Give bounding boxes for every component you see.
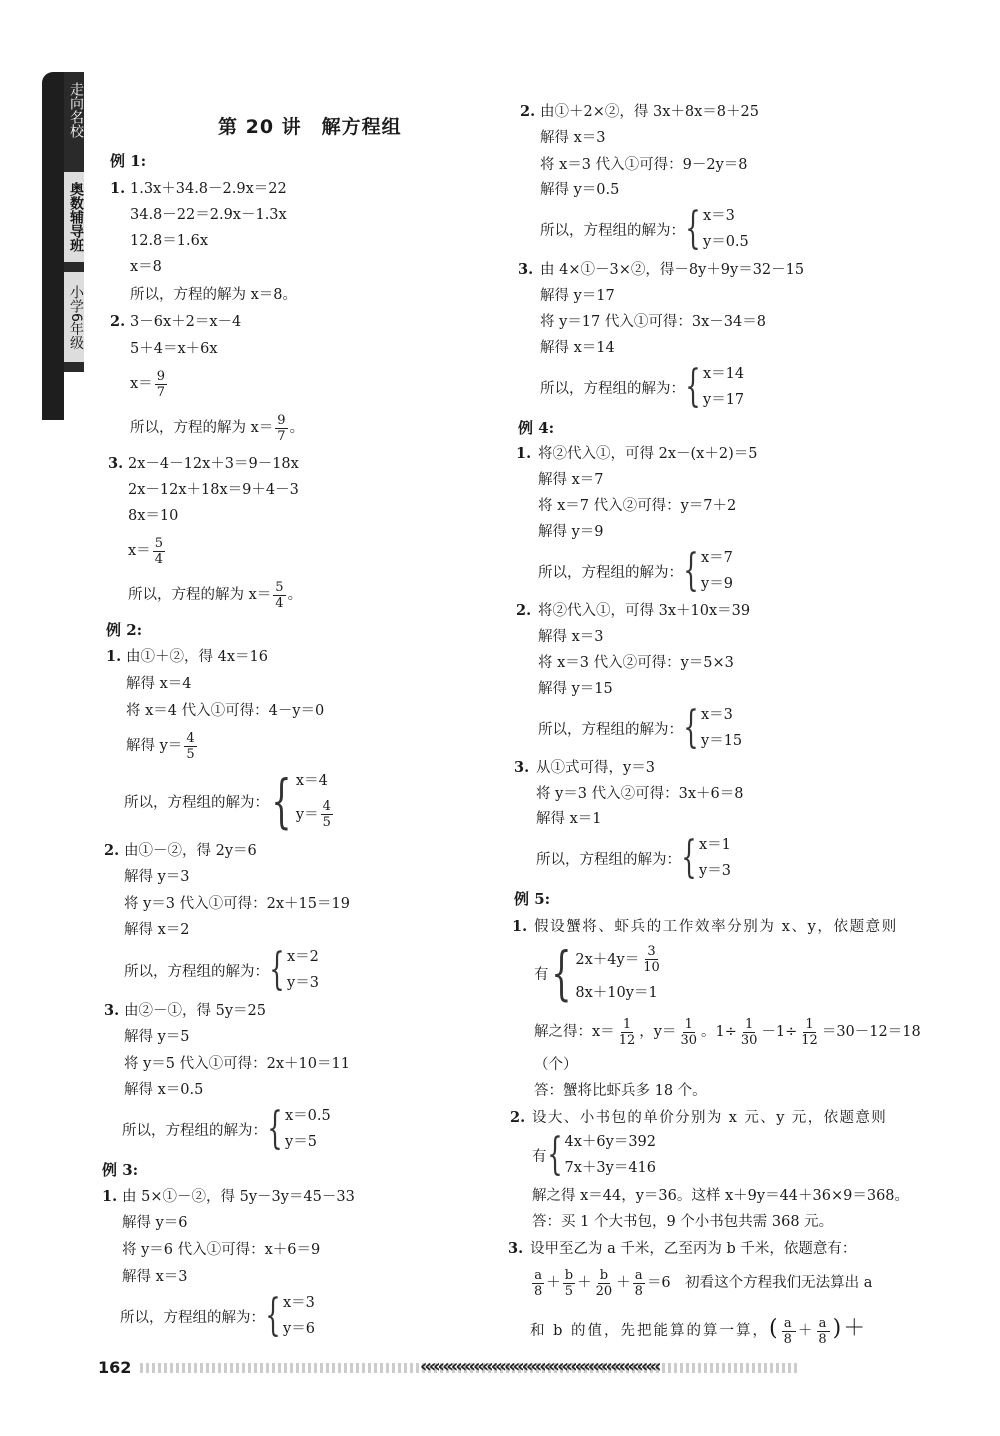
brace: { — [265, 1290, 281, 1341]
numerator: 1 — [622, 1016, 632, 1032]
text: 和 b 的值，先把能算的算一算， — [530, 1323, 769, 1339]
answer-text: 所以，方程组的解为： — [540, 222, 685, 239]
system-rows — [565, 1133, 657, 1177]
series-sidebar — [42, 72, 84, 420]
equation-line: 解得 x＝3 — [538, 629, 604, 645]
equation-line: 解得 y＝3 — [124, 869, 190, 885]
system-row: y＝0.5 — [703, 234, 749, 250]
fraction — [155, 369, 167, 400]
fraction — [594, 1268, 615, 1299]
equation-line: 12.8＝1.6x — [130, 233, 209, 249]
fraction-equation — [128, 535, 167, 567]
equation-line: 34.8－22＝2.9x－1.3x — [130, 207, 287, 223]
system-row: 4x＋6y＝392 — [564, 1134, 656, 1150]
fraction — [816, 1316, 830, 1347]
denominator: 30 — [680, 1032, 697, 1048]
text: ＝6 初看这个方程我们无法算出 a — [646, 1275, 873, 1291]
item-number: 3. — [108, 455, 124, 472]
brace: { — [269, 944, 285, 995]
brace: { — [271, 767, 292, 835]
system-row: x＝3 — [283, 1295, 315, 1311]
equation-line: 解得 y＝9 — [538, 524, 604, 540]
equation-line: 解得 x＝0.5 — [124, 1082, 204, 1098]
system-row: x＝3 — [703, 208, 735, 224]
lead-text: 有 — [532, 1148, 547, 1165]
sidebar-bar — [42, 72, 64, 420]
system-rows — [703, 365, 744, 409]
equation-line: 5＋4＝x＋6x — [130, 341, 218, 357]
equation-line: 解得 x＝3 — [122, 1269, 188, 1285]
answer-line: 答：买 1 个大书包，9 个小书包共需 368 元。 — [532, 1214, 834, 1230]
item-number: 1. — [516, 445, 532, 462]
numerator: a — [634, 1267, 643, 1283]
fraction — [633, 1268, 645, 1299]
item-number: 1. — [512, 918, 528, 935]
equation-line: 由 4×①－3×②，得－8y＋9y＝32－15 — [540, 262, 805, 278]
system-rows — [699, 836, 731, 880]
op: ＋ — [616, 1275, 631, 1291]
answer-line — [130, 412, 304, 444]
fraction — [532, 1268, 544, 1299]
paragraph-line: （个） — [534, 1057, 578, 1073]
system-row: y＝17 — [703, 392, 745, 408]
denominator: 12 — [801, 1032, 818, 1048]
solution-system — [124, 944, 319, 995]
period: 。 — [289, 420, 305, 436]
equation-line: 从①式可得，y＝3 — [536, 760, 655, 776]
system-row: x＝1 — [699, 837, 731, 853]
footer-chevrons: ‹‹‹‹‹‹‹‹‹‹‹‹‹‹‹‹‹‹‹‹‹‹‹‹‹‹‹‹‹‹‹‹‹‹‹‹‹‹‹‹‹‹‹‹‹‹‹‹‹‹‹‹‹‹ — [420, 1356, 659, 1377]
brace: { — [683, 702, 699, 753]
system-rows — [296, 772, 335, 830]
eq-lhs: x＝ — [128, 543, 151, 559]
answer-text: 所以，方程组的解为： — [122, 1122, 267, 1139]
paragraph-line: 假设蟹将、虾兵的工作效率分别为 x、y，依题意则 — [534, 919, 898, 935]
system-row: y＝15 — [701, 733, 743, 749]
answer-line — [128, 579, 302, 611]
equation-line: 解得 y＝15 — [538, 681, 613, 697]
answer-line: 答：蟹将比虾兵多 18 个。 — [534, 1083, 707, 1099]
system-row: x＝2 — [287, 949, 319, 965]
item-number: 3. — [518, 261, 534, 278]
brace: { — [683, 545, 699, 596]
equation-line: 将 x＝7 代入②可得：y＝7＋2 — [538, 498, 737, 514]
op: ＋ — [546, 1275, 561, 1291]
page-number: 162 — [98, 1358, 132, 1377]
numerator: b — [564, 1267, 574, 1283]
solution-system — [538, 545, 733, 596]
system-rows — [287, 948, 319, 992]
fraction — [273, 580, 285, 611]
equation-line: 将 y＝6 代入①可得：x＋6＝9 — [122, 1242, 321, 1258]
numerator: 5 — [275, 579, 284, 595]
denominator: 8 — [783, 1331, 794, 1347]
answer-text: 所以，方程组的解为： — [124, 794, 269, 811]
given-system — [532, 1129, 656, 1180]
item-number: 3. — [514, 759, 530, 776]
text: 解之得：x＝ — [534, 1024, 615, 1040]
item-number: 2. — [510, 1109, 526, 1126]
equation-line: 3－6x＋2＝x－4 — [130, 314, 242, 330]
brace: { — [685, 203, 701, 254]
system-row: x＝4 — [295, 773, 328, 789]
answer-text: 所以，方程的解为 x＝ — [130, 420, 274, 436]
text: ，y＝ — [639, 1024, 677, 1040]
equation-line — [530, 1266, 872, 1300]
numerator: 1 — [744, 1016, 754, 1032]
period: 。 — [287, 587, 303, 603]
brace: { — [546, 1129, 563, 1180]
fraction — [563, 1268, 575, 1299]
equation-line: 解得 x＝2 — [124, 922, 190, 938]
equation-line: 将 y＝17 代入①可得：3x－34＝8 — [540, 314, 766, 330]
brace: { — [685, 361, 701, 412]
numerator: a — [783, 1315, 794, 1331]
answer-line: 所以，方程的解为 x＝8。 — [130, 287, 298, 303]
solution-system — [540, 203, 749, 254]
system-rows — [283, 1294, 315, 1338]
answer-text: 所以，方程组的解为： — [120, 1309, 265, 1326]
system-row — [575, 944, 663, 975]
fraction — [275, 413, 287, 444]
page-title: 第 20 讲 解方程组 — [218, 116, 402, 138]
example-heading: 例 3: — [102, 1161, 139, 1179]
series-subtitle: 奥数辅导班 — [64, 172, 84, 262]
solution-system — [540, 361, 745, 412]
item-number: 2. — [104, 842, 120, 859]
fraction — [782, 1316, 796, 1347]
answer-text: 所以，方程组的解为： — [124, 963, 269, 980]
denominator: 4 — [154, 551, 163, 567]
series-name: 走向名校 — [68, 82, 84, 138]
solution-line — [534, 1016, 921, 1048]
example-heading: 例 2: — [106, 621, 143, 639]
fraction — [641, 944, 662, 975]
example-heading: 例 1: — [110, 152, 147, 170]
item-number: 3. — [508, 1240, 524, 1257]
solution-system — [120, 1290, 315, 1341]
equation-line: 解得 y＝5 — [124, 1029, 190, 1045]
denominator: 7 — [277, 428, 286, 444]
fraction — [184, 731, 196, 762]
denominator: 4 — [275, 595, 284, 611]
equation-line: 解得 x＝4 — [126, 676, 192, 692]
grade-label: 小学6年级 — [64, 272, 84, 362]
paren: ( — [769, 1316, 780, 1341]
brace: { — [681, 832, 697, 883]
answer-text: 所以，方程组的解为： — [538, 721, 683, 738]
equation-line: 解得 x＝14 — [540, 340, 615, 356]
numerator: a — [818, 1315, 829, 1331]
equation-line: 将 x＝3 代入②可得：y＝5×3 — [538, 655, 734, 671]
answer-text: 所以，方程组的解为： — [536, 851, 681, 868]
equation-line: x＝8 — [130, 259, 162, 275]
fraction — [739, 1017, 760, 1048]
paragraph-line: 设大、小书包的单价分别为 x 元、y 元，依题意则 — [532, 1110, 888, 1126]
row-lhs: y＝ — [295, 806, 319, 823]
op: ＋ — [797, 1323, 815, 1339]
fraction-equation — [126, 730, 199, 762]
answer-text: 所以，方程的解为 x＝ — [128, 587, 272, 603]
equation-line: 将②代入①，可得 2x－(x＋2)＝5 — [538, 446, 758, 462]
system-rows — [703, 207, 749, 251]
solution-system — [538, 702, 743, 753]
equation-line: 2x－12x＋18x＝9＋4－3 — [128, 482, 299, 498]
solution-line: 解之得 x＝44，y＝36。这样 x＋9y＝44＋36×9＝368。 — [532, 1188, 910, 1204]
equation-line: 2x－4－12x＋3＝9－18x — [128, 456, 299, 472]
numerator: b — [599, 1267, 609, 1283]
item-number: 2. — [516, 602, 532, 619]
denominator: 7 — [156, 384, 165, 400]
numerator: 1 — [684, 1016, 693, 1032]
equation-line: 由①＋②，得 4x＝16 — [126, 649, 268, 665]
denominator: 8 — [818, 1331, 829, 1347]
numerator: 3 — [647, 944, 656, 959]
fraction — [799, 1017, 820, 1048]
denominator: 8 — [634, 1283, 643, 1299]
equation-line: 解得 x＝7 — [538, 472, 604, 488]
text: －1÷ — [761, 1024, 798, 1040]
system-rows — [701, 706, 742, 750]
lead-text: 有 — [534, 966, 549, 983]
numerator: 5 — [154, 535, 163, 551]
equation-line: 由 5×①－②，得 5y－3y＝45－33 — [122, 1189, 355, 1205]
item-number: 3. — [104, 1002, 120, 1019]
item-number: 1. — [102, 1188, 118, 1205]
answer-text: 所以，方程组的解为： — [538, 564, 683, 581]
system-row: y＝5 — [285, 1134, 317, 1150]
equation-line: 将 x＝4 代入①可得：4－y＝0 — [126, 703, 325, 719]
solution-system — [122, 1103, 331, 1154]
system-row: y＝9 — [701, 576, 733, 592]
system-row: y＝3 — [699, 863, 731, 879]
numerator: 4 — [322, 799, 331, 814]
solution-system — [536, 832, 731, 883]
denominator: 30 — [740, 1032, 758, 1048]
equation-line: 将 y＝3 代入②可得：3x＋6＝8 — [536, 786, 744, 802]
equation-line: 1.3x＋34.8－2.9x＝22 — [130, 181, 287, 197]
system-row: 7x＋3y＝416 — [564, 1160, 656, 1176]
system-rows — [575, 944, 663, 1002]
eq-lhs: x＝ — [130, 376, 153, 392]
equation-line: 由②－①，得 5y＝25 — [124, 1003, 266, 1019]
solution-system — [124, 767, 335, 835]
denominator: 5 — [186, 746, 195, 762]
item-number: 1. — [110, 180, 126, 197]
op: ＋ — [577, 1275, 592, 1291]
text: ＝30－12＝18 — [821, 1024, 921, 1040]
numerator: 9 — [156, 368, 165, 384]
given-system — [534, 939, 664, 1007]
item-number: 2. — [110, 313, 126, 330]
equation-line: 将 y＝5 代入①可得：2x＋10＝11 — [124, 1056, 350, 1072]
denominator: 5 — [322, 815, 331, 830]
numerator: 4 — [186, 730, 195, 746]
equation-line: 由①－②，得 2y＝6 — [124, 843, 257, 859]
system-row: 8x＋10y＝1 — [575, 985, 658, 1001]
equation-line: 8x＝10 — [128, 508, 179, 524]
equation-line: 由①＋2×②，得 3x＋8x＝8＋25 — [540, 104, 759, 120]
eq-lhs: 解得 y＝ — [126, 738, 183, 754]
fraction — [617, 1017, 638, 1048]
system-rows — [701, 549, 733, 593]
brace: { — [550, 939, 572, 1007]
equation-line: 将 x＝3 代入①可得：9－2y＝8 — [540, 157, 748, 173]
equation-line: 解得 y＝0.5 — [540, 182, 620, 198]
fraction — [678, 1017, 699, 1048]
system-row — [296, 799, 335, 830]
paragraph-line: 设甲至乙为 a 千米，乙至丙为 b 千米，依题意有： — [530, 1241, 857, 1257]
row-lhs: 2x＋4y＝ — [575, 951, 640, 968]
equation-line: 解得 y＝6 — [122, 1215, 188, 1231]
item-number: 1. — [106, 648, 122, 665]
equation-line: 将 y＝3 代入①可得：2x＋15＝19 — [124, 896, 350, 912]
denominator: 8 — [534, 1283, 543, 1299]
text: 。1÷ — [700, 1024, 737, 1040]
denominator: 20 — [595, 1283, 613, 1299]
equation-line: 将②代入①，可得 3x＋10x＝39 — [538, 603, 751, 619]
system-row: x＝0.5 — [285, 1108, 331, 1124]
numerator: a — [534, 1267, 543, 1283]
equation-line: 解得 x＝3 — [540, 130, 606, 146]
numerator: 9 — [277, 412, 286, 428]
system-row: x＝14 — [703, 366, 745, 382]
paragraph-line — [530, 1312, 867, 1348]
fraction — [321, 799, 333, 830]
numerator: 1 — [805, 1016, 814, 1032]
system-rows — [285, 1107, 331, 1151]
system-row: y＝3 — [287, 975, 319, 991]
system-row: x＝7 — [701, 550, 733, 566]
example-heading: 例 5: — [514, 890, 551, 908]
fraction-equation — [130, 368, 169, 400]
example-heading: 例 4: — [518, 419, 555, 437]
item-number: 2. — [520, 103, 536, 120]
paren: )＋ — [832, 1316, 868, 1341]
fraction — [153, 536, 165, 567]
system-row: y＝6 — [283, 1321, 315, 1337]
denominator: 5 — [564, 1283, 574, 1299]
equation-line: 解得 x＝1 — [536, 811, 602, 827]
brace: { — [267, 1103, 283, 1154]
answer-text: 所以，方程组的解为： — [540, 380, 685, 397]
denominator: 10 — [643, 960, 660, 975]
equation-line: 解得 y＝17 — [540, 288, 615, 304]
denominator: 12 — [618, 1032, 636, 1048]
system-row: x＝3 — [701, 707, 733, 723]
